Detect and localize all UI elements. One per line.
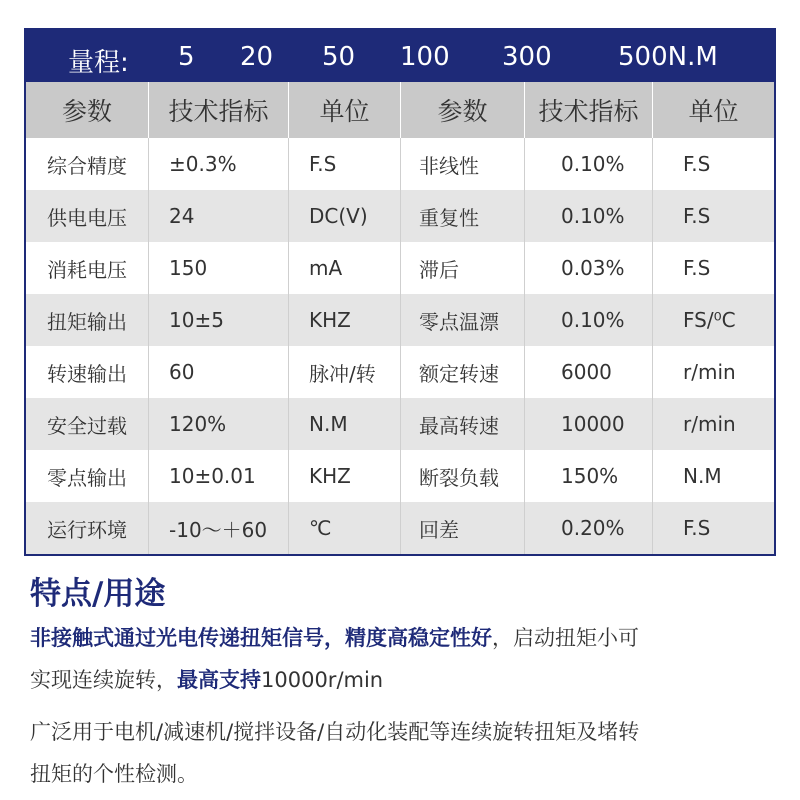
table-cell: N.M xyxy=(683,464,722,488)
table-cell: 6000 xyxy=(525,346,653,398)
table-cell: 0.03% xyxy=(525,242,653,294)
table-cell: DC(V) xyxy=(289,190,401,242)
table-row xyxy=(26,294,774,346)
table-cell: mA xyxy=(289,242,401,294)
table-cell: 150 xyxy=(149,242,289,294)
table-cell: 供电电压 xyxy=(26,190,149,242)
features-text: 10000r/min xyxy=(261,668,384,692)
spec-table xyxy=(24,28,776,556)
table-cell: 转速输出 xyxy=(26,346,149,398)
features-line-1 xyxy=(30,622,639,652)
table-cell: ±0.3% xyxy=(149,138,289,190)
header-cell: 技术指标 xyxy=(149,82,289,138)
features-highlight: 最高支持 xyxy=(177,668,261,692)
range-value: 500N.M xyxy=(618,42,718,72)
features-line-4: 扭矩的个性检测。 xyxy=(30,762,198,786)
table-cell: 0.10% xyxy=(525,294,653,346)
table-cell: 扭矩输出 xyxy=(26,294,149,346)
table-cell: 滞后 xyxy=(401,242,525,294)
table-cell: 额定转速 xyxy=(401,346,525,398)
table-cell: 0.10% xyxy=(525,138,653,190)
header-cell: 单位 xyxy=(688,97,739,126)
table-cell: r/min xyxy=(683,412,736,436)
table-cell: 断裂负载 xyxy=(401,450,525,502)
features-highlight: 非接触式通过光电传递扭矩信号，精度高稳定性好 xyxy=(30,626,492,650)
table-row xyxy=(26,242,774,294)
table-cell: 脉冲/转 xyxy=(289,346,401,398)
table-cell: 10±5 xyxy=(149,294,289,346)
table-cell: 消耗电压 xyxy=(26,242,149,294)
table-cell: F.S xyxy=(683,256,711,280)
features-text: ，启动扭矩小可 xyxy=(492,626,639,650)
table-row xyxy=(26,138,774,190)
table-cell: 非线性 xyxy=(401,138,525,190)
header-cell: 参数 xyxy=(26,82,149,138)
table-cell: 零点温漂 xyxy=(401,294,525,346)
table-cell: 24 xyxy=(149,190,289,242)
table-cell: 最高转速 xyxy=(401,398,525,450)
table-cell: 0.10% xyxy=(525,190,653,242)
range-value: 100 xyxy=(400,42,450,72)
table-cell: FS/⁰C xyxy=(683,308,736,332)
table-cell: F.S xyxy=(289,138,401,190)
features-title: 特点/用途 xyxy=(30,576,166,612)
table-cell: 150% xyxy=(525,450,653,502)
range-value: 5 xyxy=(178,42,195,72)
header-cell: 单位 xyxy=(289,82,401,138)
table-row xyxy=(26,190,774,242)
table-cell: 零点输出 xyxy=(26,450,149,502)
range-bar xyxy=(26,30,774,82)
table-row xyxy=(26,346,774,398)
range-value: 300 xyxy=(502,42,552,72)
features-text: 实现连续旋转， xyxy=(30,668,177,692)
table-cell: 重复性 xyxy=(401,190,525,242)
range-value: 50 xyxy=(322,42,356,72)
table-cell: 60 xyxy=(149,346,289,398)
table-cell: 120% xyxy=(149,398,289,450)
table-row xyxy=(26,398,774,450)
range-label: 量程: xyxy=(68,48,129,78)
table-cell: KHZ xyxy=(289,450,401,502)
header-cell: 参数 xyxy=(401,82,525,138)
table-cell: F.S xyxy=(683,204,711,228)
table-cell: F.S xyxy=(683,516,711,540)
table-cell: r/min xyxy=(683,360,736,384)
table-cell: 运行环境 xyxy=(26,502,149,554)
table-cell: 安全过载 xyxy=(26,398,149,450)
table-body xyxy=(26,138,774,554)
features-line-2 xyxy=(30,664,383,694)
features-line-3: 广泛用于电机/减速机/搅拌设备/自动化装配等连续旋转扭矩及堵转 xyxy=(30,720,640,744)
table-cell: -10～＋60 xyxy=(149,502,289,554)
table-cell: F.S xyxy=(683,152,711,176)
table-cell: 10±0.01 xyxy=(149,450,289,502)
table-cell: 10000 xyxy=(525,398,653,450)
table-cell: 综合精度 xyxy=(26,138,149,190)
range-value: 20 xyxy=(240,42,274,72)
table-cell: ℃ xyxy=(289,502,401,554)
table-cell: 0.20% xyxy=(525,502,653,554)
table-cell: 回差 xyxy=(401,502,525,554)
table-cell: KHZ xyxy=(289,294,401,346)
table-row xyxy=(26,502,774,554)
table-header xyxy=(26,82,774,138)
header-cell: 技术指标 xyxy=(525,82,653,138)
table-cell: N.M xyxy=(289,398,401,450)
table-row xyxy=(26,450,774,502)
